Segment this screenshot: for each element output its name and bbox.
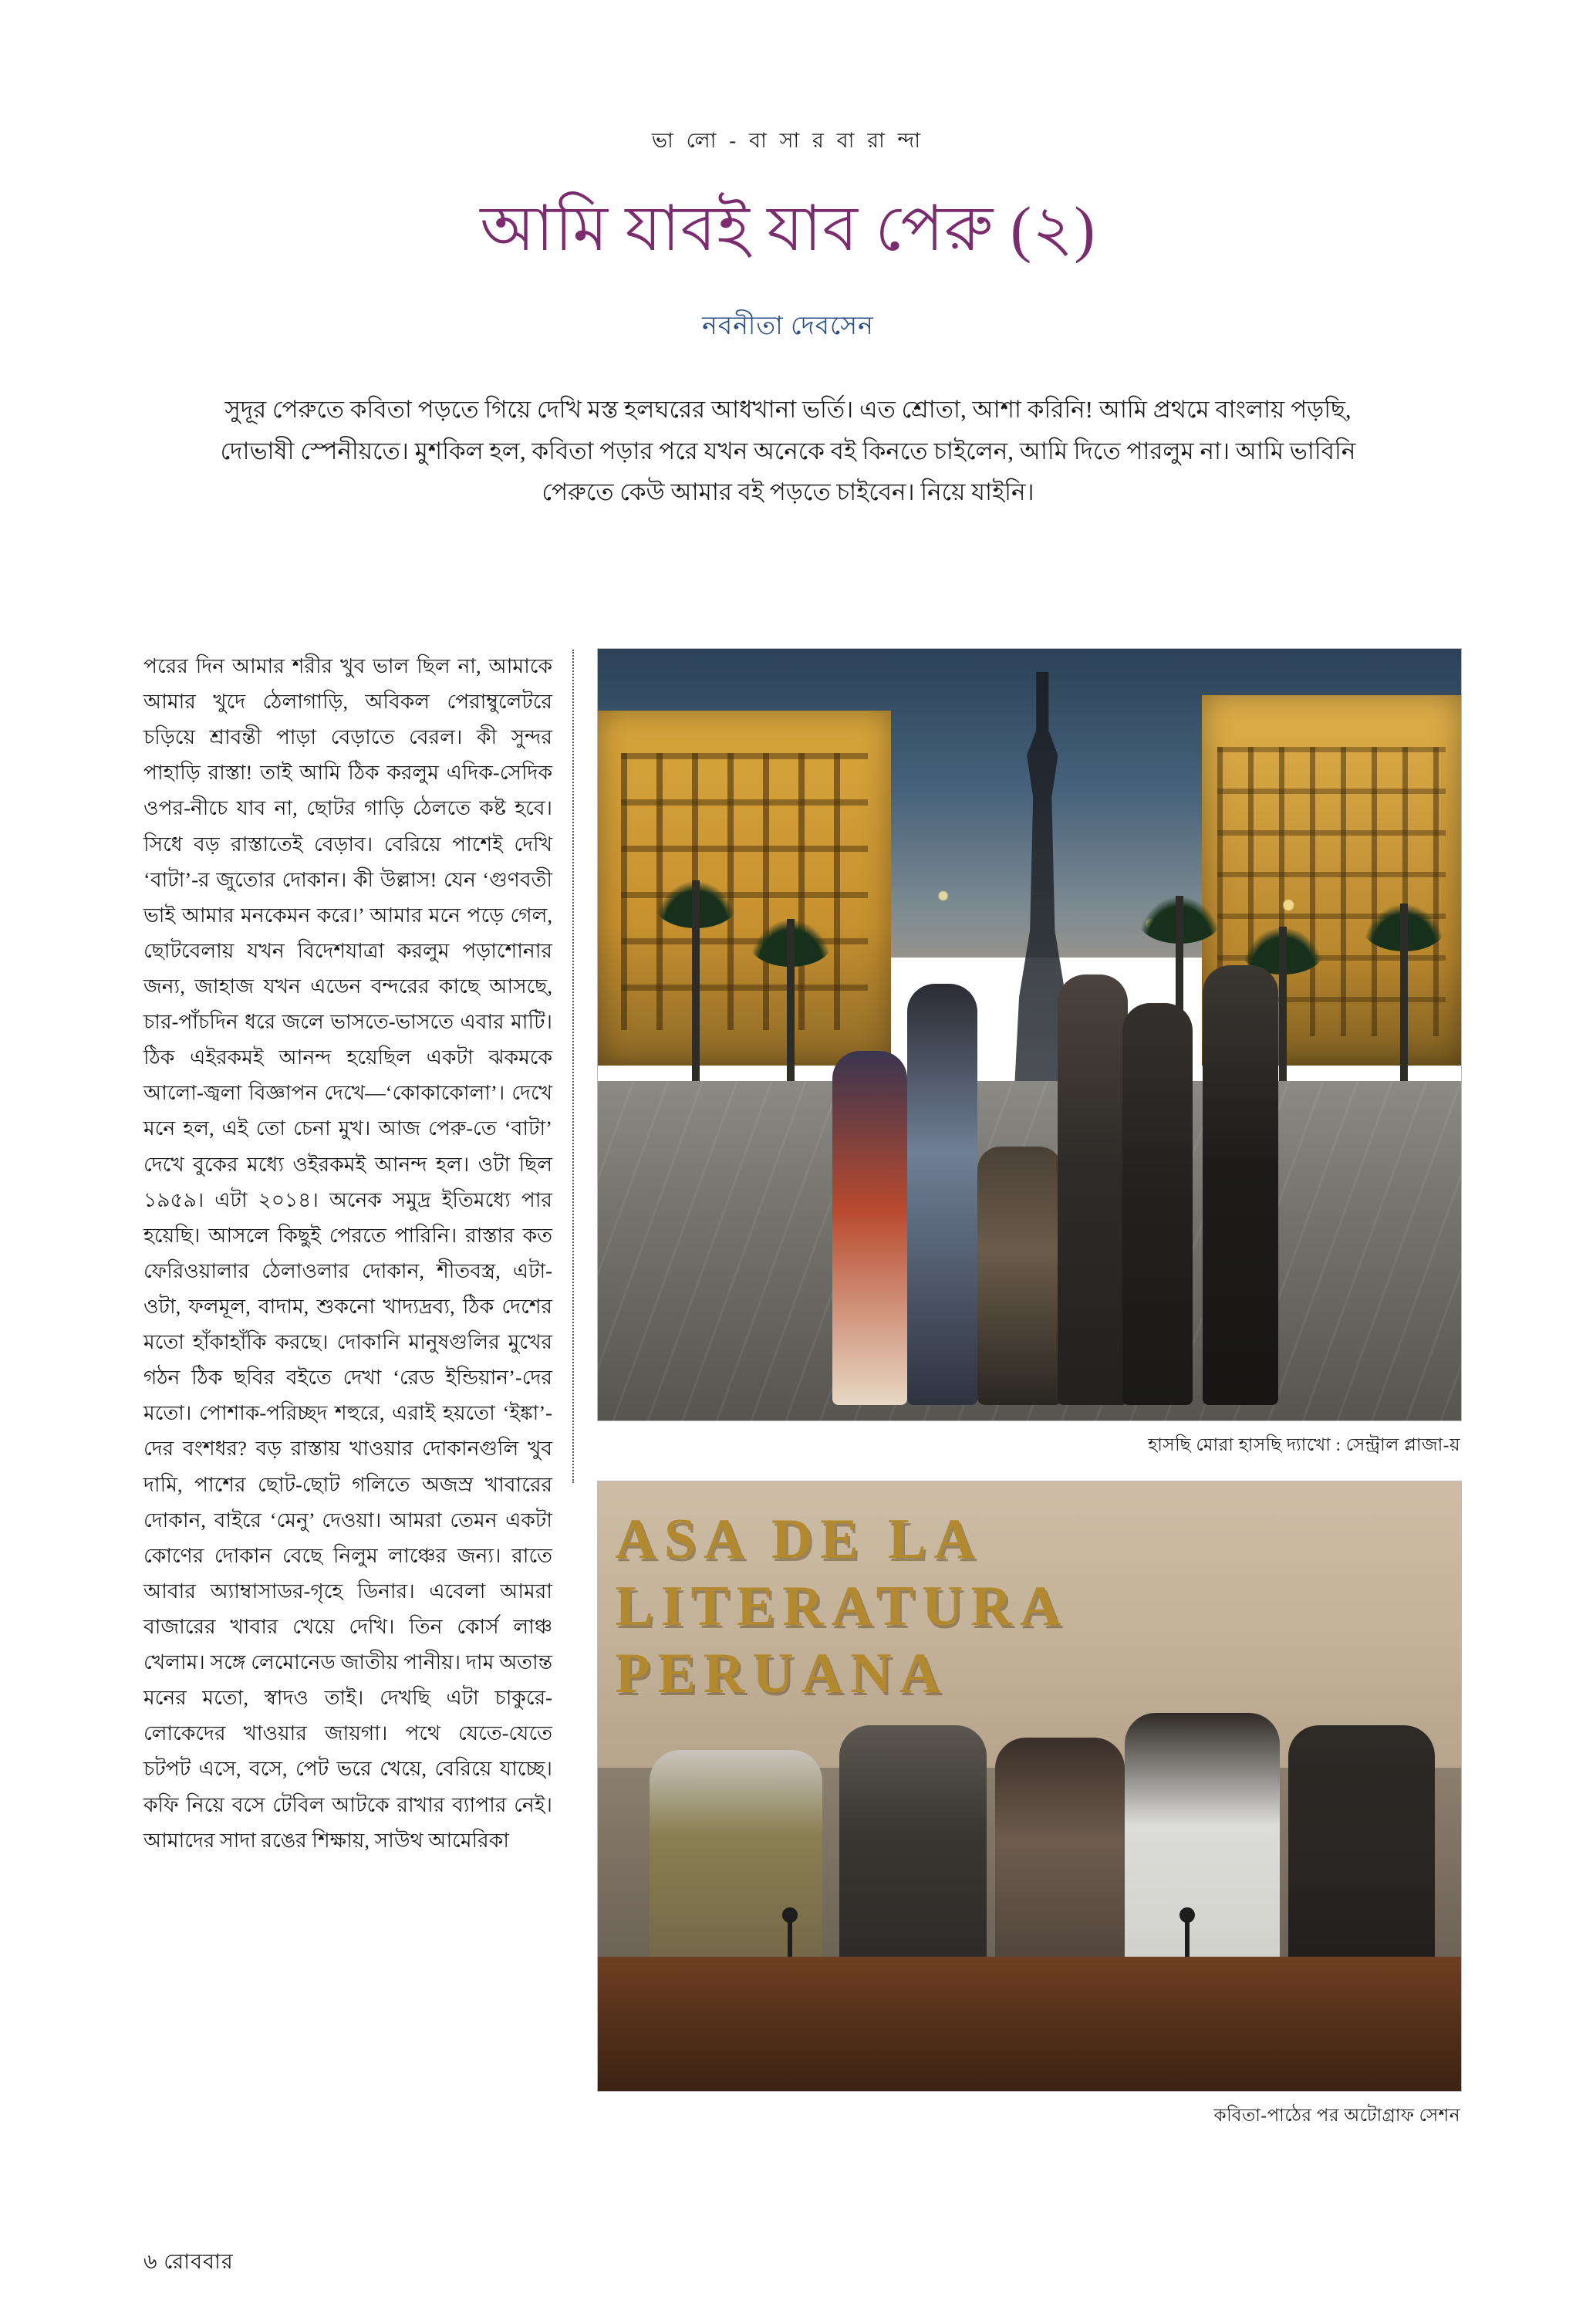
article-body (143, 648, 1460, 2324)
photo-caption: কবিতা-পাঠের পর অটোগ্রাফ সেশন (1213, 2106, 1460, 2125)
casa-de-la-literatura-photo (597, 1481, 1462, 2092)
author-byline: নবনীতা দেবসেন (702, 312, 874, 341)
section-kicker: ভা লো - বা সা র বা রা ন্দা (651, 129, 925, 152)
plaza-group-photo (597, 648, 1462, 1421)
standfirst-intro: সুদূর পেরুতে কবিতা পড়তে গিয়ে দেখি মস্ত হলঘরের আধখানা ভর্তি। এত শ্রোতা, আশা করিনি! আমি প্রথমে বাংলায় পড়ছি, দোভাষী স্পেনীয়তে। মুশকিল হল, কবিতা পড়ার পরে যখন অনেকে বই কিনতে চাইলেন, আমি দিতে পারলুম না। আমি ভাবিনি পেরুতে কেউ আমার বই পড়তে চাইবেন। নিয়ে যাইনি। (220, 396, 1356, 506)
page-folio: ৬ রোববার (143, 2250, 234, 2273)
column-divider (572, 650, 574, 1483)
person-figure (832, 1051, 907, 1405)
person-seated (839, 1725, 986, 1994)
person-seated (995, 1738, 1125, 1994)
person-in-wheelchair (977, 1147, 1062, 1405)
photo-spacer (597, 1461, 1460, 1481)
page-title: আমি যাবই যাব পেরু (২) (480, 194, 1096, 264)
wall-signage-line: LITERATURA (615, 1574, 1069, 1638)
wall-signage-line: ASA DE LA (615, 1507, 983, 1571)
text-column-one (143, 648, 572, 2324)
person-seated (1125, 1713, 1280, 1993)
body-paragraph: পরের দিন আমার শরীর খুব ভাল ছিল না, আমাকে আমার খুদে ঠেলাগাড়ি, অবিকল পেরাম্বুলেটরে চড়িয়ে শ্রাবন্তী পাড়া বেড়াতে বেরল। কী সুন্দর পাহাড়ি রাস্তা! তাই আমি ঠিক করলুম এদিক-সেদিক ওপর-নীচে যাব না, ছোটর গাড়ি ঠেলতে কষ্ট হবে। সিধে বড় রাস্তাতেই বেড়াব। বেরিয়ে পাশেই দেখি ‘বাটা’-র জুতোর দোকান। কী উল্লাস! যেন ‘গুণবতী ভাই আমার মনকেমন করে।’ আমার মনে পড়ে গেল, ছোটবেলায় যখন বিদেশযাত্রা করলুম পড়াশোনার জন্য, জাহাজ যখন এডেন বন্দরের কাছে আসছে, চার-পাঁচদিন ধরে জলে ভাসতে-ভাসতে এবার মাটি। ঠিক এইরকমই আনন্দ হয়েছিল একটা ঝকমকে আলো-জ্বলা বিজ্ঞাপন দেখে—‘কোকাকোলা’। দেখে মনে হল, এই তো চেনা মুখ। আজ পেরু-তে ‘বাটা’ দেখে বুকের মধ্যে ওইরকমই আনন্দ হল। ওটা ছিল ১৯৫৯। এটা ২০১৪। অনেক সমুদ্র ইতিমধ্যে পার হয়েছি। আসলে কিছুই পেরতে পারিনি। রাস্তার কত ফেরিওয়ালার ঠেলাওলার দোকান, শীতবস্ত্র, এটা-ওটা, ফলমূল, বাদাম, শুকনো খাদ্যদ্রব্য, ঠিক দেশের মতো হাঁকাহাঁকি করছে। দোকানি মানুষগুলির মুখের গঠন ঠিক ছবির বইতে দেখা ‘রেড ইন্ডিয়ান’-দের মতো। পোশাক-পরিচ্ছদ শহুরে, এরাই হয়তো ‘ইঙ্কা’-দের বংশধর? বড় রাস্তায় খাওয়ার দোকানগুলি খুব দামি, পাশের ছোট-ছোট গলিতে অজস্র খাবারের দোকান, বাইরে ‘মেনু’ দেওয়া। আমরা তেমন একটা কোণের দোকান বেছে নিলুম লাঞ্চের জন্য। রাতে আবার অ্যাম্বাসাডর-গৃহে ডিনার। এবেলা আমরা বাজারের খাবার খেয়ে দেখি। তিন কোর্স লাঞ্চ খেলাম। সঙ্গে লেমোনেড জাতীয় পানীয়। দাম অতান্ত মনের মতো, স্বাদও তাই। দেখছি এটা চাকুরে-লোকেদের খাওয়ার জায়গা। পথে যেতে-যেতে চটপট এসে, বসে, পেট ভরে খেয়ে, বেরিয়ে যাচ্ছে। কফি নিয়ে বসে টেবিল আটকে রাখার ব্যাপার নেই। আমাদের সাদা রঙের শিক্ষায়, সাউথ আমেরিকা (143, 654, 552, 1852)
photo-column (597, 648, 1460, 2324)
person-figure (1058, 975, 1128, 1405)
palm-tree (1358, 904, 1450, 1081)
person-figure (1122, 1003, 1193, 1405)
wall-signage (615, 1506, 1443, 1708)
table-foreground (598, 1957, 1461, 2091)
photo-block-plaza (597, 648, 1460, 1461)
wall-signage-line: PERUANA (615, 1642, 949, 1706)
palm-tree (650, 880, 742, 1081)
person-figure (907, 984, 977, 1405)
person-seated (1288, 1725, 1435, 1994)
person-figure (1203, 965, 1277, 1405)
photo-caption: হাসছি মোরা হাসছি দ্যাখো : সেন্ট্রাল প্লাজা-য় (1148, 1435, 1460, 1454)
photo-block-casa (597, 1481, 1460, 2131)
people-group (822, 927, 1323, 1405)
